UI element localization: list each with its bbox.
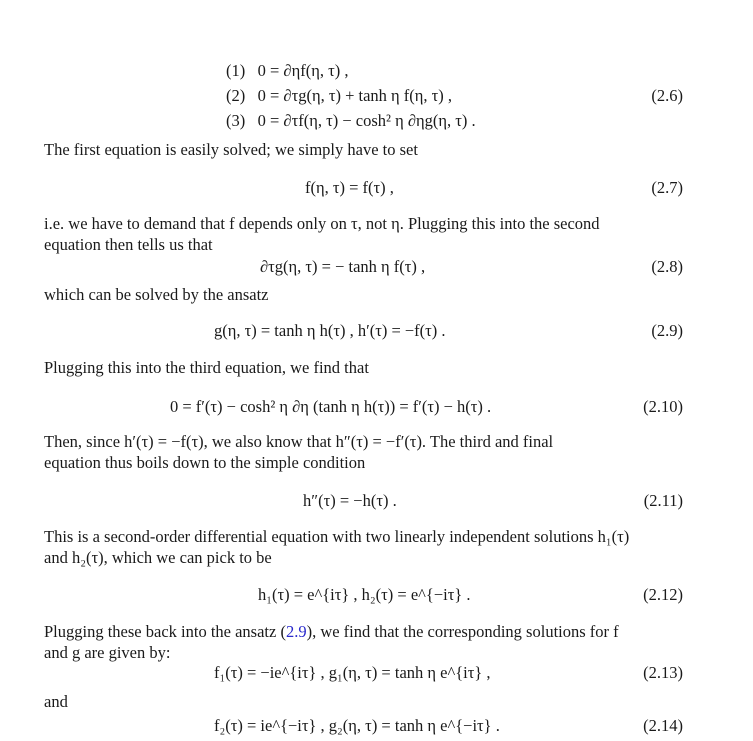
paragraph-text-post: ), we find that the corresponding solutions for f [306, 622, 619, 641]
equation-2-8: ∂τg(η, τ) = − tanh η f(τ) , [260, 257, 426, 276]
equation-expr: 0 = ∂τg(η, τ) + tanh η f(η, τ) , [257, 86, 453, 105]
paragraph-text: and h₂(τ), which we can pick to be [44, 548, 272, 567]
paragraph-text [44, 622, 619, 642]
equation-number: (2.11) [643, 491, 683, 510]
equation-2-7: f(η, τ) = f(τ) , [305, 178, 394, 197]
equation-number: (2.14) [643, 716, 683, 735]
equation-system-line-1 [226, 61, 348, 81]
paragraph-text: i.e. we have to demand that f depends only on τ, not η. Plugging this into the second [44, 214, 600, 233]
paragraph-text: Then, since h′(τ) = −f(τ), we also know that h″(τ) = −f′(τ). The third and final [44, 432, 554, 451]
equation-label: (1) [226, 61, 246, 80]
equation-expr: 0 = ∂τf(η, τ) − cosh² η ∂ηg(η, τ) . [257, 111, 476, 130]
paragraph-text: equation then tells us that [44, 235, 213, 254]
paragraph-text: Plugging this into the third equation, we find that [44, 358, 369, 377]
equation-2-13: f₁(τ) = −ie^{iτ} , g₁(η, τ) = tanh η e^{iτ} , [214, 663, 491, 682]
paragraph-text: and [44, 692, 68, 711]
equation-system-line-2 [226, 86, 452, 106]
equation-number: (2.9) [651, 321, 683, 340]
equation-number: (2.13) [643, 663, 683, 682]
equation-number: (2.6) [651, 86, 683, 105]
paragraph-text: and g are given by: [44, 643, 171, 662]
equation-2-10: 0 = f′(τ) − cosh² η ∂η (tanh η h(τ)) = f′(τ) − h(τ) . [170, 397, 492, 416]
paragraph-text: which can be solved by the ansatz [44, 285, 269, 304]
equation-2-14: f₂(τ) = ie^{−iτ} , g₂(η, τ) = tanh η e^{−iτ} . [214, 716, 500, 735]
equation-number: (2.7) [651, 178, 683, 197]
equation-number: (2.12) [643, 585, 683, 604]
equation-number: (2.10) [643, 397, 683, 416]
equation-number: (2.8) [651, 257, 683, 276]
equation-2-12: h₁(τ) = e^{iτ} , h₂(τ) = e^{−iτ} . [258, 585, 471, 604]
equation-expr: 0 = ∂ηf(η, τ) , [257, 61, 349, 80]
paragraph-text: equation thus boils down to the simple condition [44, 453, 366, 472]
equation-system-line-3 [226, 111, 476, 131]
equation-2-9: g(η, τ) = tanh η h(τ) , h′(τ) = −f(τ) . [214, 321, 446, 340]
equation-reference-link[interactable]: 2.9 [285, 622, 307, 641]
equation-2-11: h″(τ) = −h(τ) . [303, 491, 397, 510]
paragraph-text: This is a second-order differential equation with two linearly independent solutions h₁(τ) [44, 527, 630, 546]
paragraph-text-pre: Plugging these back into the ansatz ( [44, 622, 286, 641]
equation-label: (2) [226, 86, 246, 105]
equation-label: (3) [226, 111, 246, 130]
paragraph-text: The first equation is easily solved; we simply have to set [44, 140, 418, 159]
